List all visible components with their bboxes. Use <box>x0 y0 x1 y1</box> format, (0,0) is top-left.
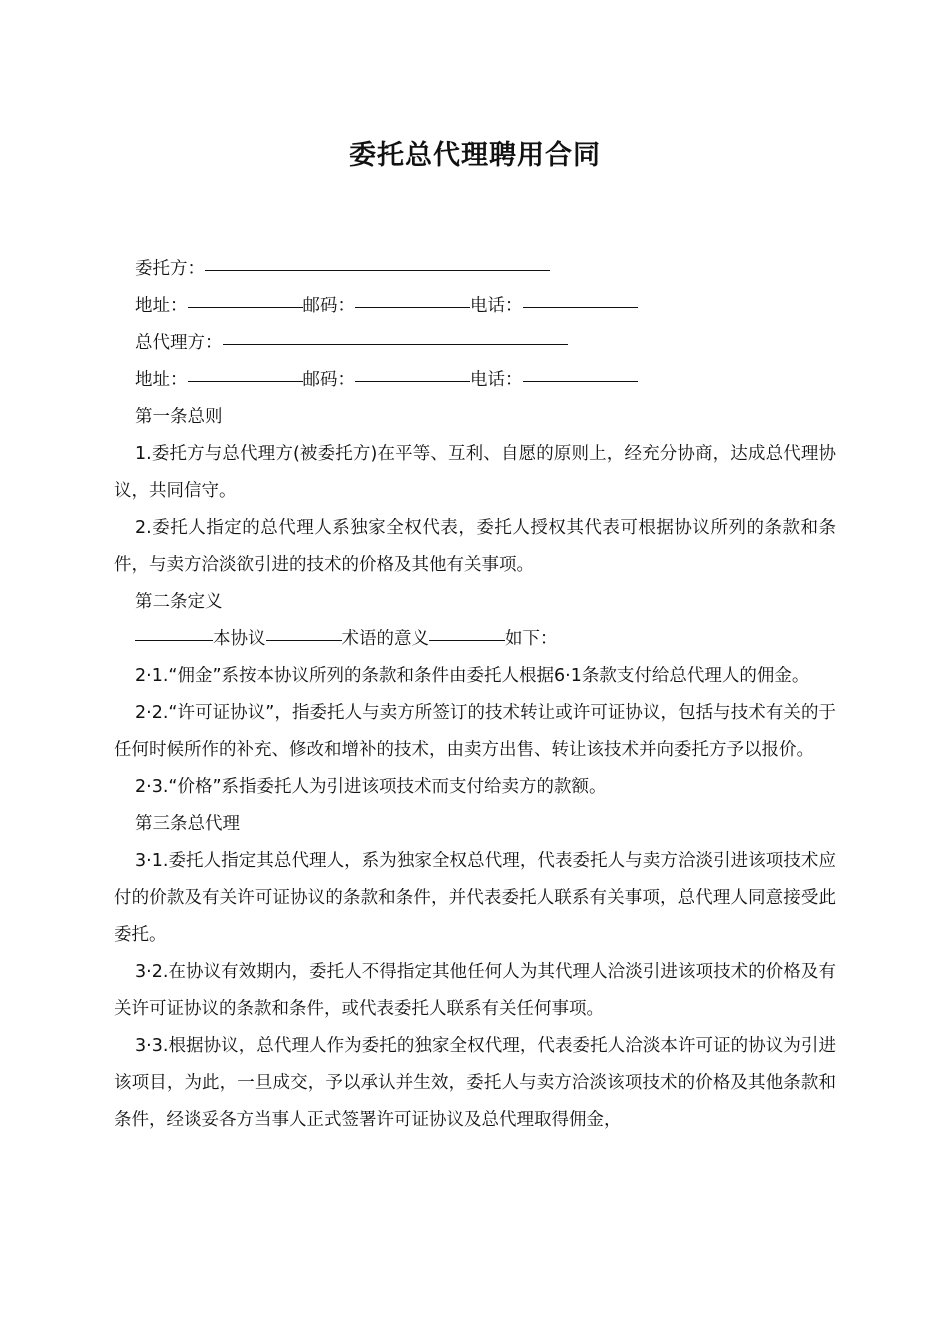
section-heading-3: 第三条总代理 <box>135 814 240 834</box>
clause-1-1: 1.委托方与总代理方(被委托方)在平等、互利、自愿的原则上，经充分协商，达成总代理协议，共同信守。 <box>114 444 836 501</box>
address-a-addr-blank <box>188 306 303 308</box>
definition-blank-2 <box>266 639 342 641</box>
address-b-addr-blank <box>188 380 303 382</box>
address-a-line <box>114 288 836 325</box>
address-a-addr-label: 地址： <box>135 296 188 316</box>
address-b-tel-blank <box>523 380 638 382</box>
definition-text-b: 术语的意义 <box>341 629 429 649</box>
definition-line <box>114 621 836 658</box>
party-b-blank <box>223 343 568 345</box>
address-b-line <box>114 362 836 399</box>
definition-blank-1 <box>135 639 213 641</box>
address-a-tel-blank <box>523 306 638 308</box>
address-b-tel-label: 电话： <box>470 370 523 390</box>
party-a-label: 委托方： <box>135 259 205 279</box>
clause-3-1: 3·1.委托人指定其总代理人，系为独家全权总代理，代表委托人与卖方洽淡引进该项技术应付的价款及有关许可证协议的条款和条件，并代表委托人联系有关事项，总代理人同意接受此委托。 <box>114 851 836 945</box>
address-b-addr-label: 地址： <box>135 370 188 390</box>
address-a-zip-label: 邮码： <box>302 296 355 316</box>
party-a-blank <box>205 269 550 271</box>
definition-text-c: 如下： <box>505 629 558 649</box>
address-a-zip-blank <box>355 306 470 308</box>
clause-2-2: 2·2.“许可证协议”，指委托人与卖方所签订的技术转让或许可证协议，包括与技术有关的于任何时候所作的补充、修改和增补的技术，由卖方出售、转让该技术并向委托方予以报价。 <box>114 703 836 760</box>
definition-blank-3 <box>429 639 505 641</box>
party-a-line <box>114 251 836 288</box>
clause-2-3: 2·3.“价格”系指委托人为引进该项技术而支付给卖方的款额。 <box>135 777 607 797</box>
party-b-label: 总代理方： <box>135 333 223 353</box>
section-heading-1: 第一条总则 <box>135 407 223 427</box>
address-b-zip-blank <box>355 380 470 382</box>
party-b-line <box>114 325 836 362</box>
clause-3-2: 3·2.在协议有效期内，委托人不得指定其他任何人为其代理人洽淡引进该项技术的价格及有关许可证协议的条款和条件，或代表委托人联系有关任何事项。 <box>114 962 836 1019</box>
clause-3-3: 3·3.根据协议，总代理人作为委托的独家全权代理，代表委托人洽淡本许可证的协议为引进该项目，为此，一旦成交，予以承认并生效，委托人与卖方洽淡该项技术的价格及其他条款和条件，经谈妥各方当事人正式签署许可证协议及总代理取得佣金， <box>114 1036 836 1130</box>
document-body <box>114 251 836 1139</box>
definition-text-a: 本协议 <box>213 629 266 649</box>
section-heading-2: 第二条定义 <box>135 592 223 612</box>
clause-1-2: 2.委托人指定的总代理人系独家全权代表，委托人授权其代表可根据协议所列的条款和条件，与卖方洽淡欲引进的技术的价格及其他有关事项。 <box>114 518 836 575</box>
document-title: 委托总代理聘用合同 <box>349 140 601 171</box>
address-a-tel-label: 电话： <box>470 296 523 316</box>
clause-2-1: 2·1.“佣金”系按本协议所列的条款和条件由委托人根据6·1条款支付给总代理人的佣金。 <box>135 666 810 686</box>
address-b-zip-label: 邮码： <box>302 370 355 390</box>
